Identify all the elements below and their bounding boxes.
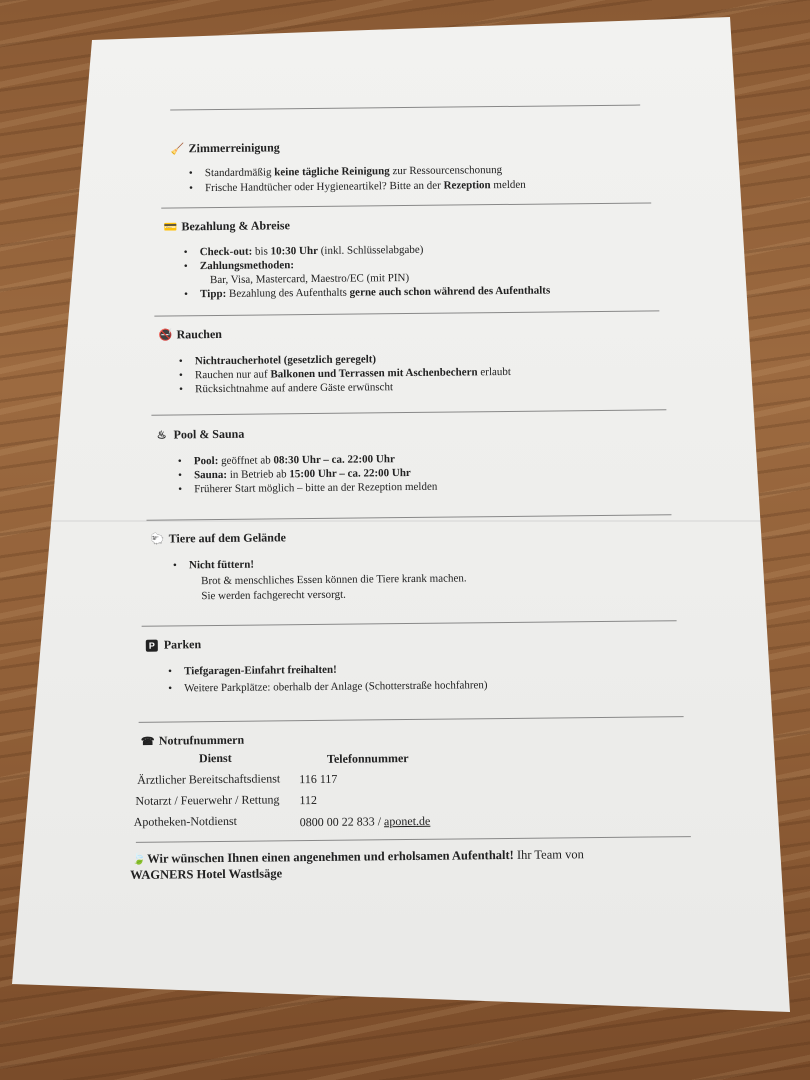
bold-text: Pool: xyxy=(193,454,219,468)
hotel-name: WAGNERS Hotel Wastlsäge xyxy=(130,866,283,882)
sauna-icon: ♨ xyxy=(156,429,167,442)
emergency-phone: 112 xyxy=(299,792,318,808)
bold-text: 10:30 Uhr xyxy=(270,244,319,258)
section-heading-payment xyxy=(163,218,290,234)
text: (inkl. Schlüsselabgabe) xyxy=(317,243,424,257)
animals-note-line: Sie werden fachgerecht versorgt. xyxy=(201,588,346,603)
bold-text: 15:00 Uhr – ca. 22:00 Uhr xyxy=(289,466,411,481)
bold-text: keine tägliche Reinigung xyxy=(274,165,390,179)
no-smoking-icon: 🚭 xyxy=(158,328,173,342)
list-item xyxy=(189,559,254,572)
aponet-link[interactable]: aponet.de xyxy=(383,813,431,829)
bold-text: Balkonen und Terrassen mit Aschenbechern xyxy=(270,366,478,381)
emergency-service: Apotheken-Notdienst xyxy=(133,813,238,829)
list-item xyxy=(195,381,393,395)
telephone-icon: ☎ xyxy=(140,735,155,748)
text: geöffnet ab xyxy=(218,454,274,467)
leaf-icon: 🍃 xyxy=(132,853,146,866)
text: Rücksichtnahme auf andere Gäste erwünscht xyxy=(195,381,394,396)
bold-text: Nicht füttern! xyxy=(188,558,255,572)
animal-icon: 🐑 xyxy=(150,533,165,546)
text: in Betrieb ab xyxy=(227,468,290,481)
section-title: Rauchen xyxy=(176,326,222,342)
text: Rauchen nur auf xyxy=(194,368,271,382)
section-title: Parken xyxy=(163,637,202,652)
section-heading-smoking xyxy=(158,327,221,343)
section-title: Notrufnummern xyxy=(158,732,245,748)
closing-bold: Wir wünschen Ihnen einen angenehmen und erholsamen Aufenthalt! xyxy=(147,847,514,866)
closing-text: Ihr Team von xyxy=(513,847,584,862)
bold-text: Rezeption xyxy=(443,179,491,192)
emergency-phone-row xyxy=(300,814,431,830)
bold-text: gerne auch schon während des Aufenthalts xyxy=(349,284,551,299)
emergency-phone: 116 117 xyxy=(299,771,338,787)
paper-fold xyxy=(0,520,810,522)
section-title: Pool & Sauna xyxy=(173,426,245,442)
bold-text: Check-out: xyxy=(199,245,253,259)
parking-icon: P xyxy=(146,639,158,651)
column-header-phone: Telefonnummer xyxy=(326,751,409,766)
text: Frische Handtücher oder Hygieneartikel? Bitte an der xyxy=(204,179,444,195)
list-item xyxy=(194,467,411,481)
text: erlaubt xyxy=(477,365,511,379)
bold-text: Nichtraucherhotel (gesetzlich geregelt) xyxy=(194,353,377,368)
text: Früherer Start möglich – bitte an der Rezeption melden xyxy=(194,480,438,496)
text: melden xyxy=(490,178,526,192)
list-item xyxy=(200,259,294,272)
text: Bezahlung des Aufenthalts xyxy=(226,286,350,300)
credit-card-icon: 💳 xyxy=(163,220,178,234)
section-heading-cleaning xyxy=(171,140,280,156)
section-title: Bezahlung & Abreise xyxy=(181,218,290,234)
section-heading-pool xyxy=(156,427,245,443)
emergency-service: Notarzt / Feuerwehr / Rettung xyxy=(135,792,280,808)
column-header-service: Dienst xyxy=(198,750,232,766)
section-heading-emergency xyxy=(141,733,244,749)
list-item xyxy=(194,481,437,496)
payment-methods-value: Bar, Visa, Mastercard, Maestro/EC (mit PIN) xyxy=(209,271,410,287)
list-item xyxy=(194,453,395,467)
emergency-service: Ärztlicher Bereitschaftsdienst xyxy=(137,771,281,787)
section-title: Zimmerreinigung xyxy=(188,140,280,156)
bold-text: Zahlungsmethoden: xyxy=(199,259,295,273)
list-item xyxy=(195,353,376,367)
text: bis xyxy=(252,245,271,258)
list-item xyxy=(200,244,424,258)
text: zur Ressourcenschonung xyxy=(389,164,503,178)
text: Standardmäßig xyxy=(204,166,275,180)
bold-text: 08:30 Uhr – ca. 22:00 Uhr xyxy=(273,453,395,467)
text: Weitere Parkplätze: oberhalb der Anlage (Schotterstraße hochfahren) xyxy=(184,679,488,695)
section-title: Tiere auf dem Gelände xyxy=(168,530,286,546)
list-item xyxy=(184,664,337,678)
section-heading-animals xyxy=(151,530,286,546)
bold-text: Sauna: xyxy=(193,468,228,482)
broom-icon: 🧹 xyxy=(170,142,185,155)
bold-text: Tipp: xyxy=(200,287,227,301)
emergency-phone: 0800 00 22 833 / xyxy=(299,814,385,830)
bold-text: Tiefgaragen-Einfahrt freihalten! xyxy=(184,663,337,678)
animals-note-line: Brot & menschliches Essen können die Tiere krank machen. xyxy=(201,572,467,588)
section-heading-parking xyxy=(146,637,201,653)
